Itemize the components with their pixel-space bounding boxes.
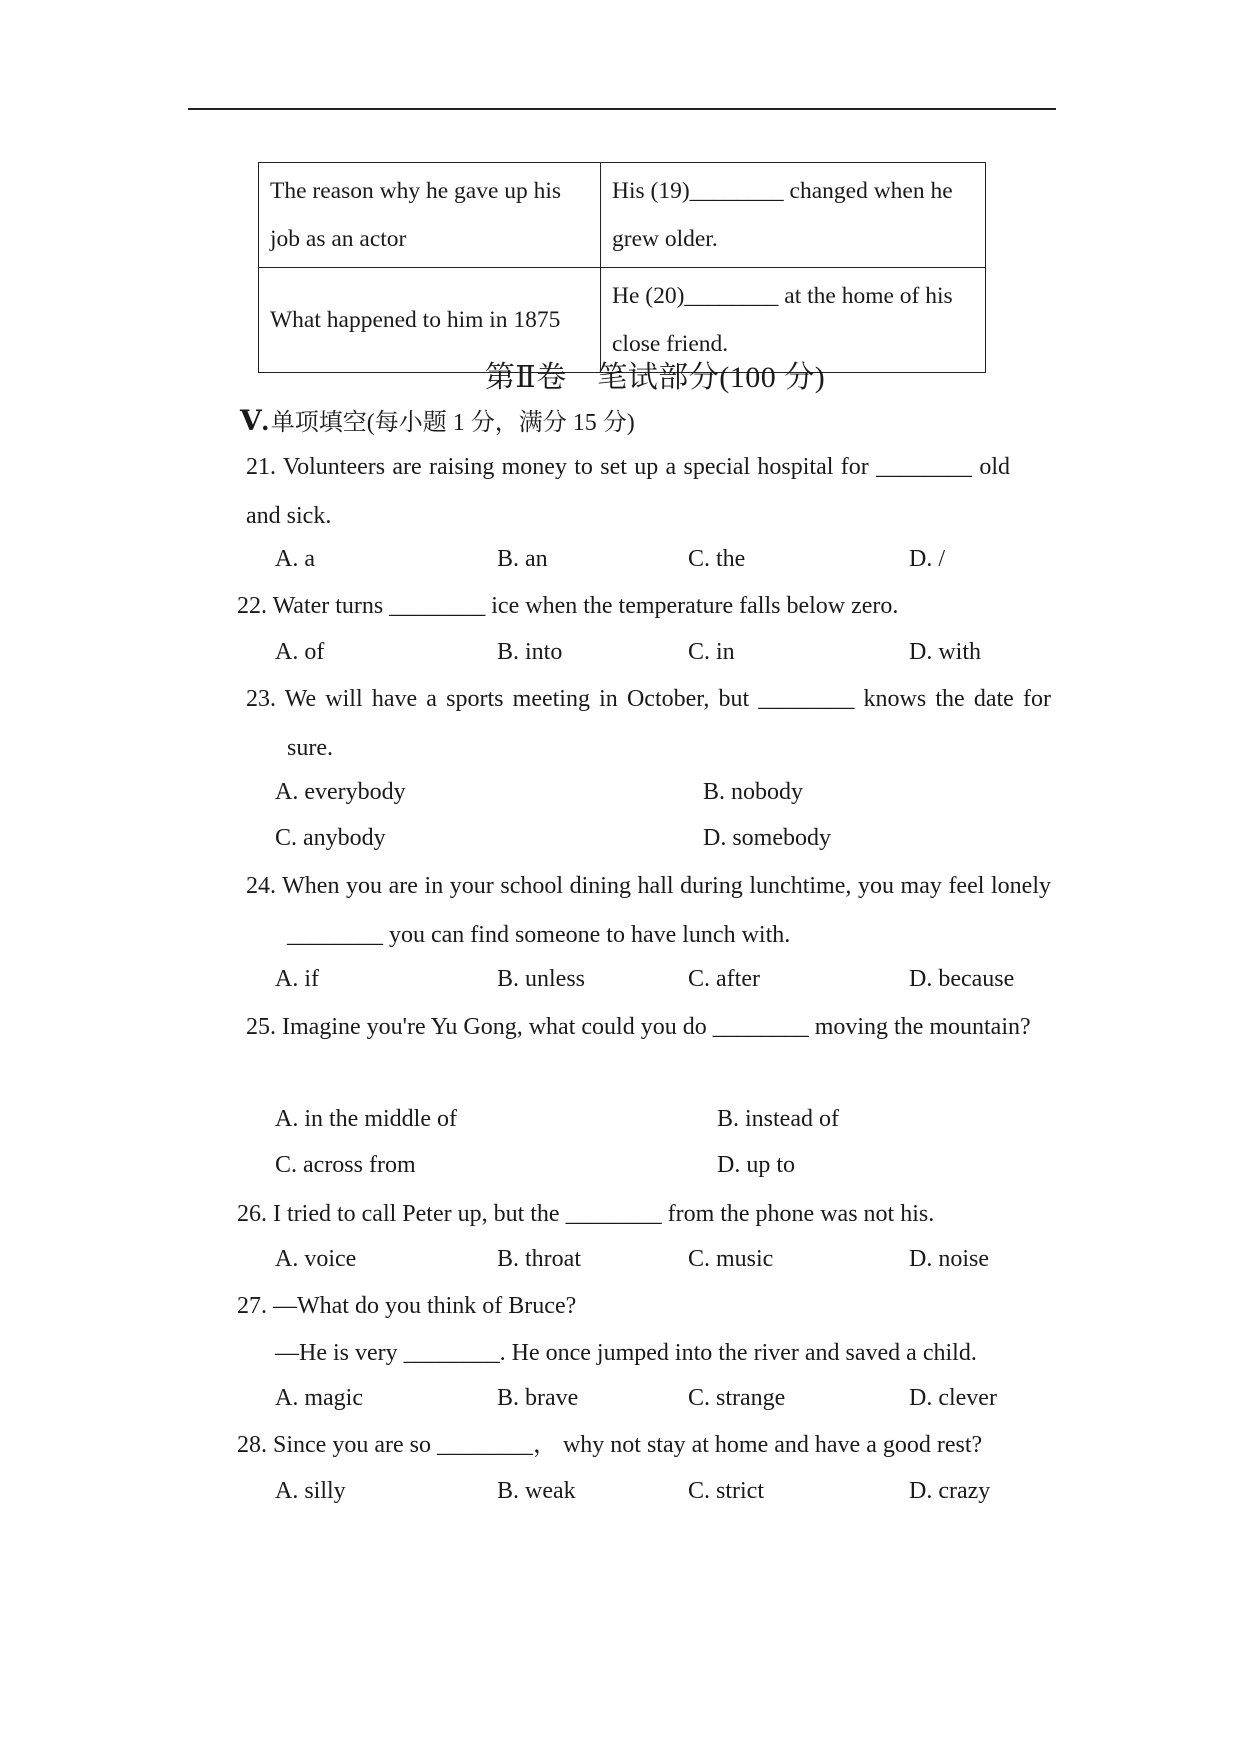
question-26: 26. I tried to call Peter up, but the ________ from the phone was not his.: [237, 1201, 935, 1227]
option-a[interactable]: A. of: [275, 639, 325, 665]
part-heading: [240, 402, 635, 438]
option-d[interactable]: D. somebody: [703, 825, 831, 851]
question-28: 28. Since you are so ________， why not stay at home and have a good rest?: [237, 1432, 983, 1458]
option-b[interactable]: B. throat: [497, 1246, 581, 1272]
option-d[interactable]: D. clever: [909, 1385, 997, 1411]
question-22: 22. Water turns ________ ice when the temperature falls below zero.: [237, 593, 899, 619]
option-a[interactable]: A. voice: [275, 1246, 357, 1272]
option-a[interactable]: A. in the middle of: [275, 1106, 457, 1132]
header-rule: [188, 108, 1056, 110]
option-c[interactable]: C. after: [688, 966, 760, 992]
question-text: 21. Volunteers are raising money to set up a special hospital for ________ old and sick.: [246, 454, 1010, 529]
question-24: [246, 862, 1051, 960]
option-c[interactable]: C. in: [688, 639, 735, 665]
option-b[interactable]: B. unless: [497, 966, 586, 992]
table-cell: What happened to him in 1875: [259, 268, 601, 373]
table-cell: His (19)________ changed when he grew older.: [601, 163, 986, 268]
option-b[interactable]: B. an: [497, 546, 548, 572]
option-c[interactable]: C. across from: [275, 1152, 416, 1178]
option-a[interactable]: A. a: [275, 546, 315, 572]
option-b[interactable]: B. brave: [497, 1385, 579, 1411]
option-a[interactable]: A. everybody: [275, 779, 406, 805]
table-row: [259, 163, 986, 268]
question-27: 27. —What do you think of Bruce?: [237, 1293, 577, 1319]
part-numeral: Ⅴ.: [240, 406, 269, 437]
option-c[interactable]: C. anybody: [275, 825, 386, 851]
question-21: [205, 443, 1010, 541]
option-d[interactable]: D. /: [909, 546, 945, 572]
option-b[interactable]: B. instead of: [717, 1106, 839, 1132]
question-text: 25. Imagine you're Yu Gong, what could you do ________ moving the mountain?: [246, 1014, 1031, 1040]
option-b[interactable]: B. nobody: [703, 779, 804, 805]
option-c[interactable]: C. music: [688, 1246, 774, 1272]
table-cell: The reason why he gave up his job as an actor: [259, 163, 601, 268]
option-d[interactable]: D. noise: [909, 1246, 989, 1272]
question-text: 24. When you are in your school dining hall during lunchtime, you may feel lonely ________ you can find someone to have lunch with.: [246, 873, 1051, 948]
table-cell: He (20)________ at the home of his close friend.: [601, 268, 986, 373]
option-b[interactable]: B. into: [497, 639, 563, 665]
option-a[interactable]: A. silly: [275, 1478, 346, 1504]
option-a[interactable]: A. magic: [275, 1385, 363, 1411]
option-c[interactable]: C. strict: [688, 1478, 764, 1504]
option-d[interactable]: D. up to: [717, 1152, 795, 1178]
part-title: 单项填空(每小题 1 分，满分 15 分): [270, 410, 635, 436]
option-b[interactable]: B. weak: [497, 1478, 576, 1504]
option-a[interactable]: A. if: [275, 966, 319, 992]
question-text: 23. We will have a sports meeting in October, but ________ knows the date for sure.: [246, 686, 1051, 761]
info-table: [258, 162, 986, 373]
question-25: [246, 1003, 1051, 1052]
question-23: [246, 675, 1051, 773]
option-d[interactable]: D. because: [909, 966, 1015, 992]
question-27-reply: —He is very ________. He once jumped into the river and saved a child.: [275, 1340, 977, 1366]
option-c[interactable]: C. strange: [688, 1385, 786, 1411]
option-d[interactable]: D. with: [909, 639, 981, 665]
section-title: 第Ⅱ卷 笔试部分(100 分): [484, 361, 826, 394]
option-c[interactable]: C. the: [688, 546, 746, 572]
option-d[interactable]: D. crazy: [909, 1478, 991, 1504]
